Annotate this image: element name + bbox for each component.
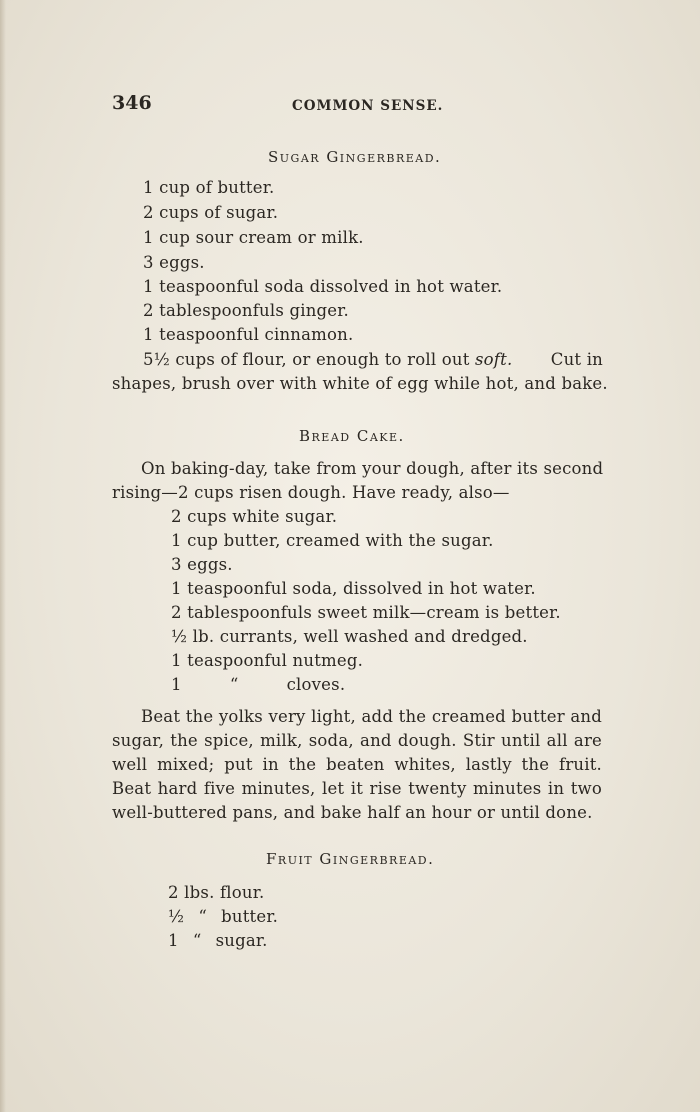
- ingredient-line: 3 eggs.: [143, 253, 205, 272]
- ingredient-qty: 1: [171, 675, 182, 694]
- ditto-mark: “: [198, 907, 207, 926]
- method-line: sugar, the spice, milk, soda, and dough. Stir until all are: [112, 731, 602, 750]
- recipe-title-bread-cake: Bread Cake.: [299, 427, 405, 445]
- method-line: Beat hard five minutes, let it rise twenty minutes in two: [112, 779, 602, 798]
- method-line: well-buttered pans, and bake half an hour or until done.: [112, 803, 593, 822]
- ingredient-line: 1 cup of butter.: [143, 178, 275, 197]
- ingredient-item: flour.: [219, 883, 265, 902]
- ingredient-line: 2 tablespoonfuls sweet milk—cream is better.: [171, 603, 561, 622]
- ingredient-line: 3 eggs.: [171, 555, 233, 574]
- intro-line: rising—2 cups risen dough. Have ready, also—: [112, 483, 510, 502]
- ingredient-line-ditto: [171, 675, 345, 694]
- ingredient-line: 1 teaspoonful cinnamon.: [143, 325, 354, 344]
- recipe-title-fruit-gingerbread: Fruit Gingerbread.: [266, 850, 435, 868]
- ingredient-item: cloves.: [286, 675, 346, 694]
- ingredient-qty: 1: [168, 931, 179, 950]
- method-text: 5½ cups of flour, or enough to roll out soft.: [143, 350, 513, 369]
- page-header: [112, 92, 602, 116]
- ingredient-line: 2 tablespoonfuls ginger.: [143, 301, 349, 320]
- ingredient-line: 1 cup sour cream or milk.: [143, 228, 364, 247]
- method-line: [143, 350, 603, 369]
- running-head: COMMON SENSE.: [292, 98, 444, 114]
- ingredient-line: 1 teaspoonful nutmeg.: [171, 651, 364, 670]
- recipe-title-sugar-gingerbread: Sugar Gingerbread.: [268, 148, 442, 166]
- ingredient-item: butter.: [221, 907, 279, 926]
- page-edge-shadow: [0, 0, 6, 1112]
- method-line: well mixed; put in the beaten whites, lastly the fruit.: [112, 755, 602, 774]
- ingredient-line: [168, 907, 278, 926]
- ingredient-line: [168, 883, 264, 902]
- method-emphasis: soft.: [475, 350, 513, 369]
- ingredient-line: 1 cup butter, creamed with the sugar.: [171, 531, 494, 550]
- page-number: 346: [112, 92, 152, 114]
- ingredient-line: 1 teaspoonful soda, dissolved in hot water.: [171, 579, 536, 598]
- ingredient-item: sugar.: [215, 931, 268, 950]
- ingredient-line: 2 cups of sugar.: [143, 203, 279, 222]
- ingredient-line: 2 cups white sugar.: [171, 507, 338, 526]
- intro-line: On baking-day, take from your dough, after its second: [141, 459, 604, 478]
- ditto-mark: “: [192, 931, 202, 950]
- method-line: shapes, brush over with white of egg while hot, and bake.: [112, 374, 608, 393]
- ingredient-unit: lbs.: [184, 883, 215, 902]
- method-line: Beat the yolks very light, add the creamed butter and: [141, 707, 602, 726]
- ingredient-line: 1 teaspoonful soda dissolved in hot water.: [143, 277, 503, 296]
- ingredient-line: [168, 931, 268, 950]
- ingredient-line: ½ lb. currants, well washed and dredged.: [171, 627, 528, 646]
- method-text-end: Cut in: [550, 350, 603, 369]
- ditto-mark: “: [229, 675, 239, 694]
- ingredient-qty: ½: [168, 907, 185, 926]
- ingredient-qty: 2: [168, 883, 179, 902]
